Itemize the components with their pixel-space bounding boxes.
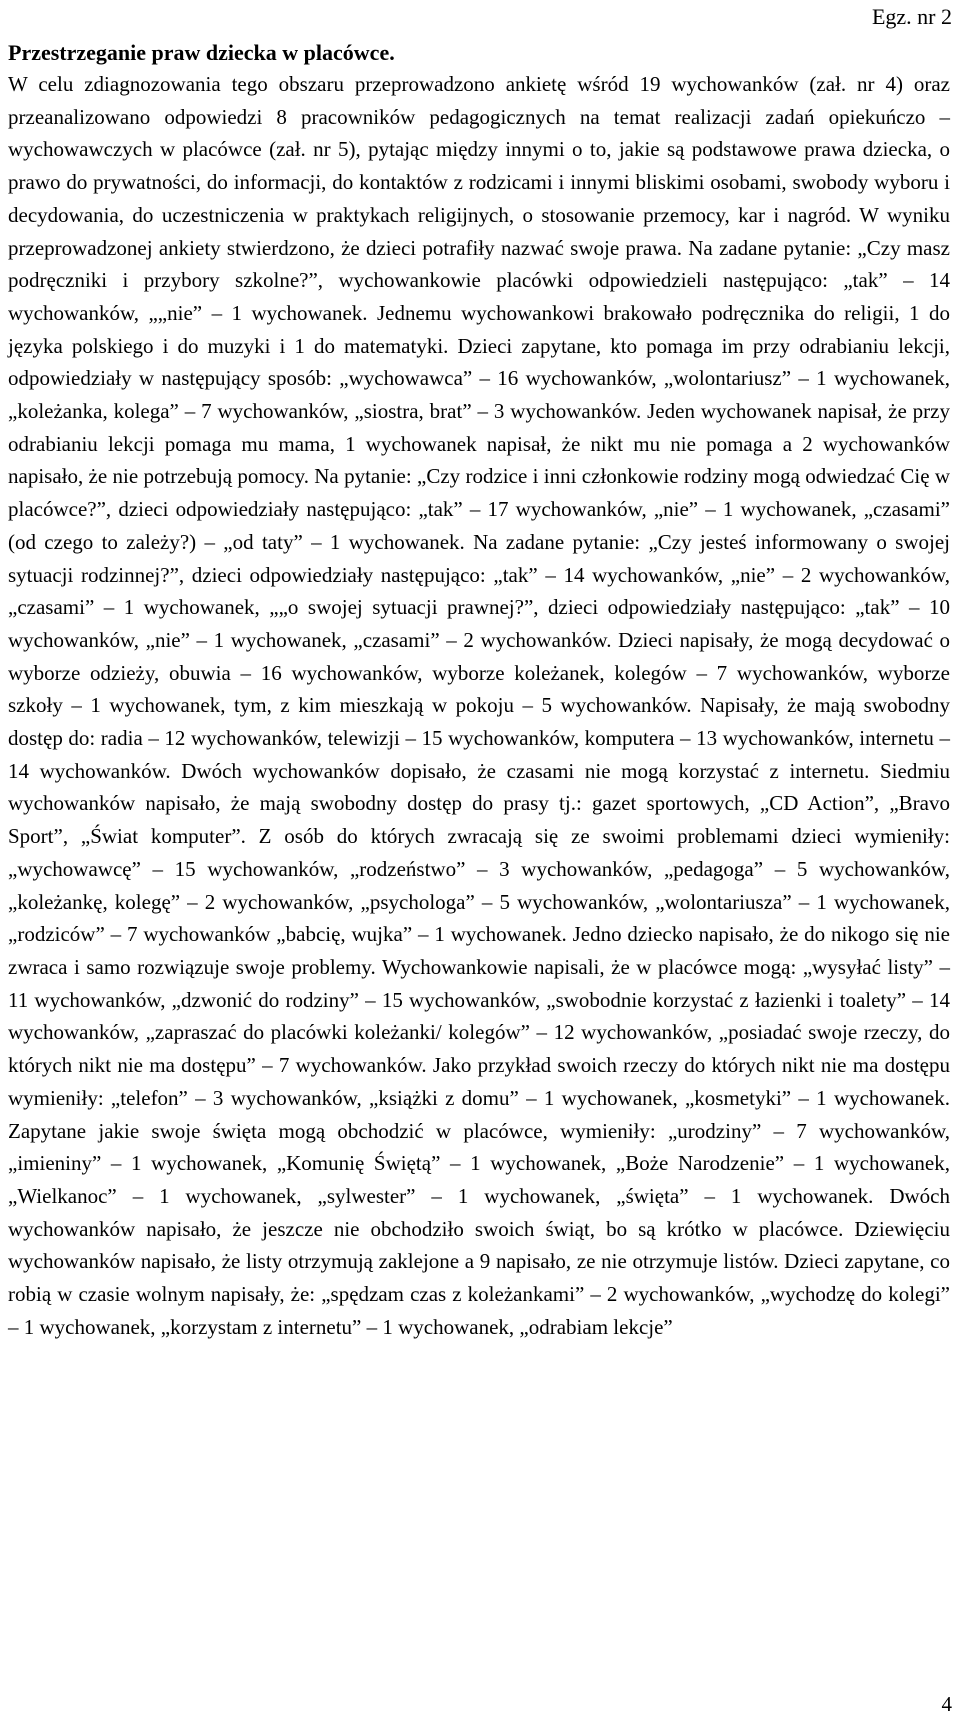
page-number: 4: [941, 1692, 952, 1716]
section-title: Przestrzeganie praw dziecka w placówce.: [8, 40, 395, 65]
section-paragraph: W celu zdiagnozowania tego obszaru przeprowadzono ankietę wśród 19 wychowanków (zał. nr 4) oraz przeanalizowano odpowiedzi 8 pracowników pedagogicznych na temat realizacji zadań opiekuńczo – wychowawczych w placówce (zał. nr 5), pytając między innymi o to, jakie są podstawowe prawa dziecka, o prawo do prywatności, do informacji, do kontaktów z rodzicami i innymi bliskimi osobami, swobody wyboru i decydowania, do uczestniczenia w praktykach religijnych, o stosowanie przemocy, kar i nagród. W wyniku przeprowadzonej ankiety stwierdzono, że dzieci potrafiły nazwać swoje prawa. Na zadane pytanie: „Czy masz podręczniki i przybory szkolne?”, wychowankowie placówki odpowiedzieli następująco: „tak” – 14 wychowanków, „„nie” – 1 wychowanek. Jednemu wychowankowi brakowało podręcznika do religii, 1 do języka polskiego i do muzyki i 1 do matematyki. Dzieci zapytane, kto pomaga im przy odrabianiu lekcji, odpowiedziały w następujący sposób: „wychowawca” – 16 wychowanków, „wolontariusz” – 1 wychowanek, „koleżanka, kolega” – 7 wychowanków, „siostra, brat” – 3 wychowanków. Jeden wychowanek napisał, że przy odrabianiu lekcji pomaga mu mama, 1 wychowanek napisał, że nikt mu nie pomaga a 2 wychowanków napisało, że nie potrzebują pomocy. Na pytanie: „Czy rodzice i inni członkowie rodziny mogą odwiedzać Cię w placówce?”, dzieci odpowiedziały następująco: „tak” – 17 wychowanków, „nie” – 1 wychowanek, „czasami” (od czego to zależy?) – „od taty” – 1 wychowanek. Na zadane pytanie: „Czy jesteś informowany o swojej sytuacji rodzinnej?”, dzieci odpowiedziały następująco: „tak” – 14 wychowanków, „nie” – 2 wychowanków, „czasami” – 1 wychowanek, „„o swojej sytuacji prawnej?”, dzieci odpowiedziały następująco: „tak” – 10 wychowanków, „nie” – 1 wychowanek, „czasami” – 2 wychowanków. Dzieci napisały, że mogą decydować o wyborze odzieży, obuwia – 16 wychowanków, wyborze koleżanek, kolegów – 7 wychowanków, wyborze szkoły – 1 wychowanek, tym, z kim mieszkają w pokoju – 5 wychowanków. Napisały, że mają swobodny dostęp do: radia – 12 wychowanków, telewizji – 15 wychowanków, komputera – 13 wychowanków, internetu – 14 wychowanków. Dwóch wychowanków dopisało, że czasami nie mogą korzystać z internetu. Siedmiu wychowanków napisało, że mają swobodny dostęp do prasy tj.: gazet sportowych, „CD Action”, „Bravo Sport”, „Świat komputer”. Z osób do których zwracają się ze swoimi problemami dzieci wymieniły: „wychowawcę” – 15 wychowanków, „rodzeństwo” – 3 wychowanków, „pedagoga” – 5 wychowanków, „koleżankę, kolegę” – 2 wychowanków, „psychologa” – 5 wychowanków, „wolontariusza” – 1 wychowanek, „rodziców” – 7 wychowanków „babcię, wujka” – 1 wychowanek. Jedno dziecko napisało, że do nikogo się nie zwraca i samo rozwiązuje swoje problemy. Wychowankowie napisali, że w placówce mogą: „wysyłać listy” – 11 wychowanków, „dzwonić do rodziny” – 15 wychowanków, „swobodnie korzystać z łazienki i toalety” – 14 wychowanków, „zapraszać do placówki koleżanki/ kolegów” – 12 wychowanków, „posiadać swoje rzeczy, do których nikt nie ma dostępu” – 7 wychowanków. Jako przykład swoich rzeczy do których nikt nie ma dostępu wymieniły: „telefon” – 3 wychowanków, „książki z domu” – 1 wychowanek, „kosmetyki” – 1 wychowanek. Zapytane jakie swoje święta mogą obchodzić w placówce, wymieniły: „urodziny” – 7 wychowanków, „imieniny” – 1 wychowanek, „Komunię Świętą” – 1 wychowanek, „Boże Narodzenie” – 1 wychowanek, „Wielkanoc” – 1 wychowanek, „sylwester” – 1 wychowanek, „święta” – 1 wychowanek. Dwóch wychowanków napisało, że jeszcze nie obchodziło swoich świąt, bo są krótko w placówce. Dziewięciu wychowanków napisało, że listy otrzymują zaklejone a 9 napisało, ze nie otrzymuje listów. Dzieci zapytane, co robią w czasie wolnym napisały, że: „spędzam czas z koleżankami” – 2 wychowanków, „wychodzę do kolegi” – 1 wychowanek, „korzystam z internetu” – 1 wychowanek, „odrabiam lekcje”: [8, 72, 950, 1339]
document-body: [8, 38, 950, 1343]
copy-number-label: Egz. nr 2: [871, 4, 952, 29]
